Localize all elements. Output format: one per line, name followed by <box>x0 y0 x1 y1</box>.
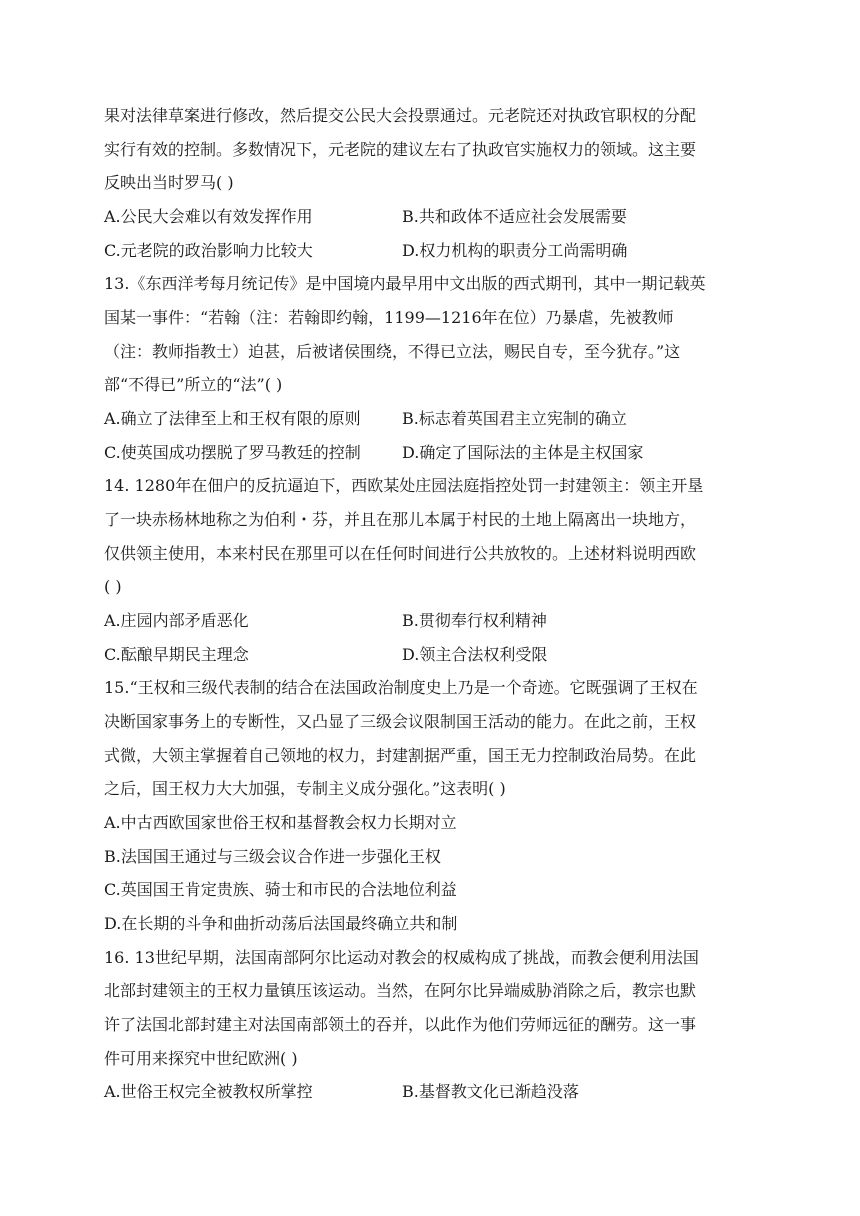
q14-line-4: ( ) <box>104 577 122 596</box>
q12-option-b: B.共和政体不适应社会发展需要 <box>402 207 627 226</box>
q13-option-b: B.标志着英国君主立宪制的确立 <box>402 409 627 428</box>
q15-line-3: 式微，大领主掌握着自己领地的权力，封建割据严重，国王无力控制政治局势。在此 <box>104 746 697 765</box>
q12-option-a: A.公民大会难以有效发挥作用 <box>104 207 313 226</box>
q13-line-2: 国某一事件：“若翰（注：若翰即约翰，1199—1216年在位）乃暴虐，先被教师 <box>104 308 674 327</box>
q12-option-d: D.权力机构的职责分工尚需明确 <box>402 241 628 260</box>
q15-line-4: 之后，国王权力大大加强，专制主义成分强化。”这表明( ) <box>104 779 506 798</box>
q13-option-a: A.确立了法律至上和王权有限的原则 <box>104 409 361 428</box>
q14-line-3: 仅供领主使用，本来村民在那里可以在任何时间进行公共放牧的。上述材料说明西欧 <box>104 544 697 563</box>
q16-option-b: B.基督教文化已渐趋没落 <box>402 1082 579 1101</box>
q12-line-2: 实行有效的控制。多数情况下，元老院的建议左右了执政官实施权力的领域。这主要 <box>104 140 697 159</box>
q16-line-4: 件可用来探究中世纪欧洲( ) <box>104 1049 298 1068</box>
q13-option-c: C.使英国成功摆脱了罗马教廷的控制 <box>104 443 361 462</box>
q12-line-1: 果对法律草案进行修改，然后提交公民大会投票通过。元老院还对执政官职权的分配 <box>104 106 697 125</box>
q14-line-1: 14. 1280年在佃户的反抗逼迫下，西欧某处庄园法庭指控处罚一封建领主：领主开垦 <box>104 476 704 495</box>
q15-option-a: A.中古西欧国家世俗王权和基督教会权力长期对立 <box>104 813 457 832</box>
q14-option-d: D.领主合法权利受限 <box>402 645 548 664</box>
q14-line-2: 了一块赤杨林地称之为伯利・芬，并且在那儿本属于村民的土地上隔离出一块地方， <box>104 510 697 529</box>
q16-line-2: 北部封建领主的王权力量镇压该运动。当然，在阿尔比异端威胁消除之后，教宗也默 <box>104 981 697 1000</box>
q12-line-3: 反映出当时罗马( ) <box>104 173 234 192</box>
q15-line-1: 15.“王权和三级代表制的结合在法国政治制度史上乃是一个奇迹。它既强调了王权在 <box>104 678 698 697</box>
q15-option-d: D.在长期的斗争和曲折动荡后法国最终确立共和制 <box>104 914 458 933</box>
q16-option-a: A.世俗王权完全被教权所掌控 <box>104 1082 313 1101</box>
q15-option-b: B.法国国王通过与三级会议合作进一步强化王权 <box>104 847 441 866</box>
q14-option-c: C.酝酿早期民主理念 <box>104 645 249 664</box>
q13-option-d: D.确定了国际法的主体是主权国家 <box>402 443 644 462</box>
q13-line-4: 部“不得已”所立的“法”( ) <box>104 375 283 394</box>
q16-line-3: 许了法国北部封建主对法国南部领土的吞并，以此作为他们劳师远征的酬劳。这一事 <box>104 1015 697 1034</box>
q14-option-b: B.贯彻奉行权利精神 <box>402 611 547 630</box>
q13-line-1: 13.《东西洋考每月统记传》是中国境内最早用中文出版的西式期刊，其中一期记载英 <box>104 274 706 293</box>
q13-line-3: （注：教师指教士）迫甚，后被诸侯围绕，不得已立法，赐民自专，至今犹存。”这 <box>104 342 681 361</box>
q15-option-c: C.英国国王肯定贵族、骑士和市民的合法地位利益 <box>104 880 457 899</box>
q14-option-a: A.庄园内部矛盾恶化 <box>104 611 249 630</box>
q15-line-2: 决断国家事务上的专断性，又凸显了三级会议限制国王活动的能力。在此之前，王权 <box>104 712 697 731</box>
q16-line-1: 16. 13世纪早期，法国南部阿尔比运动对教会的权威构成了挑战，而教会便利用法国 <box>104 948 699 967</box>
q12-option-c: C.元老院的政治影响力比较大 <box>104 241 313 260</box>
